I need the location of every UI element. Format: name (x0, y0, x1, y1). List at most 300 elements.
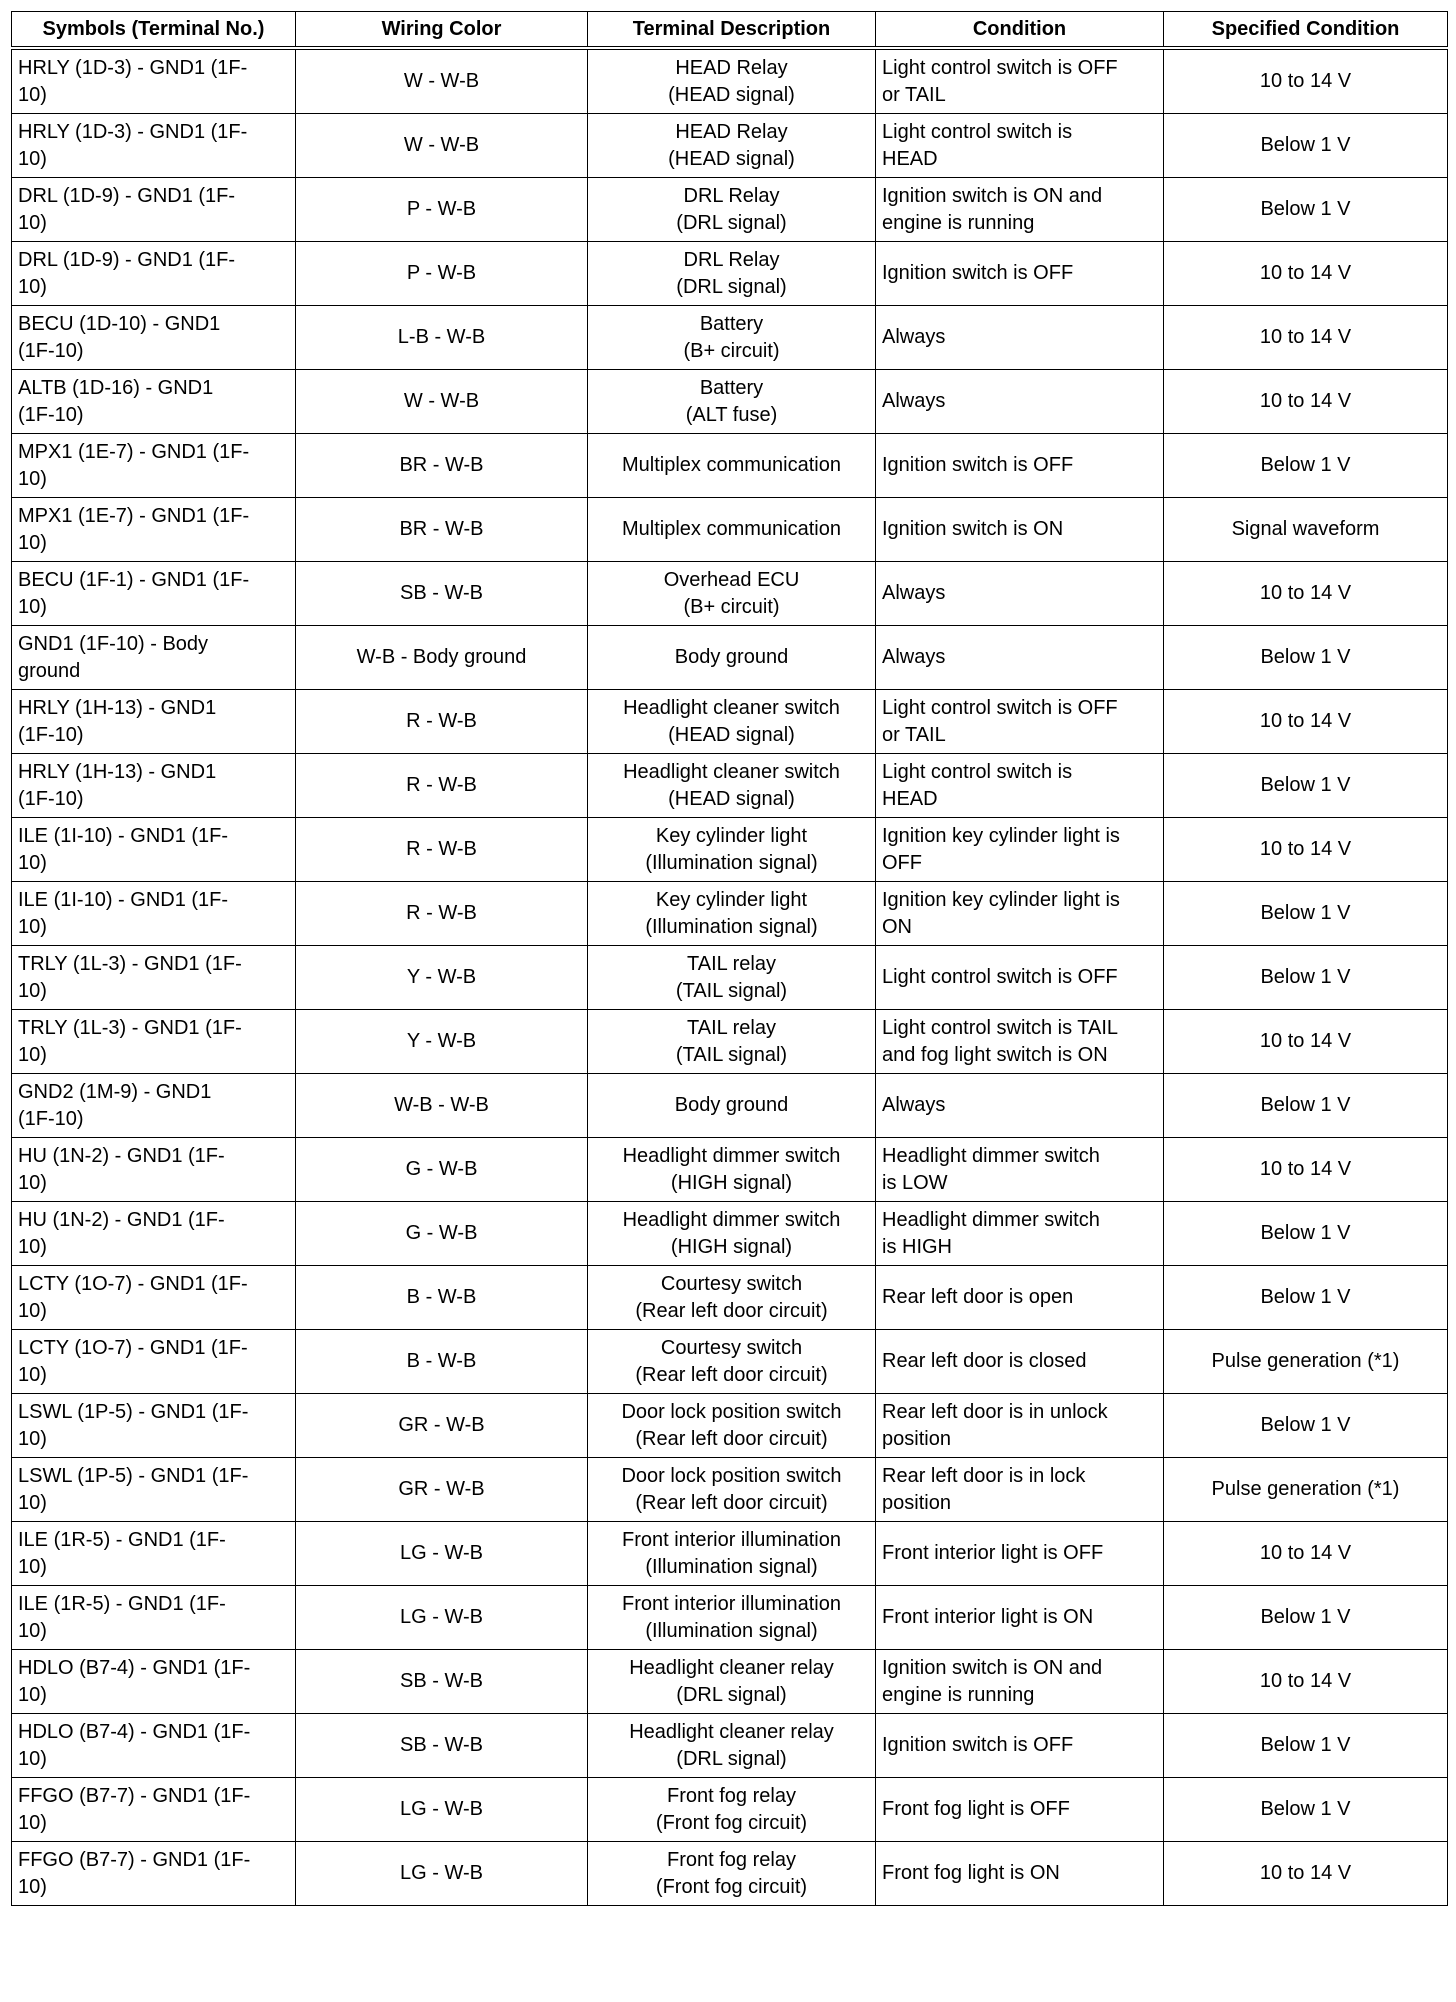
condition-cell-line: engine is running (882, 1683, 1035, 1706)
symbol-cell-line: 10) (18, 851, 47, 874)
condition-cell (876, 242, 1164, 306)
wiring-color-cell: G - W-B (296, 1138, 588, 1202)
symbol-cell-line: 10) (18, 1235, 47, 1258)
symbol-cell (12, 1202, 296, 1266)
wiring-color-cell: GR - W-B (296, 1394, 588, 1458)
wiring-color-cell: W - W-B (296, 370, 588, 434)
symbol-cell (12, 1010, 296, 1074)
condition-cell-line: Ignition switch is OFF (882, 262, 1074, 284)
condition-cell-line: Always (882, 582, 946, 604)
specified-condition-cell: 10 to 14 V (1164, 562, 1448, 626)
terminal-description-cell-line: Multiplex communication (622, 454, 841, 476)
terminal-description-cell (588, 882, 876, 946)
terminal-description-cell (588, 306, 876, 370)
symbol-cell (12, 1266, 296, 1330)
symbol-cell (12, 114, 296, 178)
terminal-description-cell-line: (Front fog circuit) (655, 1875, 808, 1898)
document-page (11, 11, 1447, 1906)
condition-cell-line: position (882, 1491, 951, 1514)
symbol-cell-line: TRLY (1L-3) - GND1 (1F- (18, 1016, 242, 1039)
terminal-description-cell (588, 1714, 876, 1778)
condition-cell-line: Rear left door is in lock (882, 1464, 1086, 1487)
condition-cell (876, 1074, 1164, 1138)
condition-cell-line: Headlight dimmer switch (882, 1144, 1100, 1167)
condition-cell (876, 178, 1164, 242)
symbol-cell-line: HDLO (B7-4) - GND1 (1F- (18, 1656, 251, 1679)
condition-cell-line: Rear left door is closed (882, 1350, 1087, 1372)
symbol-cell (12, 178, 296, 242)
specified-condition-cell: Below 1 V (1164, 626, 1448, 690)
symbol-cell-line: 10) (18, 531, 47, 554)
table-row (12, 114, 1448, 178)
table-row (12, 1714, 1448, 1778)
condition-cell (876, 434, 1164, 498)
condition-cell-line: Ignition switch is OFF (882, 1734, 1074, 1756)
terminal-description-cell (588, 1330, 876, 1394)
wiring-color-cell: Y - W-B (296, 946, 588, 1010)
condition-cell-line: HEAD (882, 787, 938, 810)
symbol-cell (12, 306, 296, 370)
table-row (12, 1522, 1448, 1586)
table-row (12, 1138, 1448, 1202)
terminal-description-cell-line: Front fog relay (667, 1848, 796, 1871)
table-row (12, 562, 1448, 626)
condition-cell-line: Always (882, 1094, 946, 1116)
symbol-cell (12, 370, 296, 434)
specified-condition-cell: Below 1 V (1164, 178, 1448, 242)
symbol-cell-line: 10) (18, 83, 47, 106)
terminal-description-cell (588, 1778, 876, 1842)
symbol-cell (12, 1522, 296, 1586)
condition-cell-line: Always (882, 646, 946, 668)
symbol-cell (12, 434, 296, 498)
symbol-cell-line: LCTY (1O-7) - GND1 (1F- (18, 1336, 248, 1359)
condition-cell-line: position (882, 1427, 951, 1450)
symbol-cell-line: BECU (1F-1) - GND1 (1F- (18, 568, 250, 591)
terminal-description-cell (588, 562, 876, 626)
terminal-description-cell-line: (Illumination signal) (645, 1555, 818, 1578)
table-row (12, 946, 1448, 1010)
symbol-cell (12, 498, 296, 562)
specified-condition-cell: Below 1 V (1164, 434, 1448, 498)
terminal-description-cell-line: (HEAD signal) (668, 723, 795, 746)
terminal-description-cell-line: Headlight cleaner switch (623, 696, 840, 719)
symbol-cell-line: ALTB (1D-16) - GND1 (18, 376, 214, 399)
terminal-description-cell-line: (Rear left door circuit) (635, 1363, 828, 1386)
terminal-description-cell-line: (DRL signal) (676, 211, 787, 234)
symbol-cell-line: 10) (18, 1875, 47, 1898)
condition-cell-line: or TAIL (882, 723, 946, 746)
wiring-color-cell: R - W-B (296, 690, 588, 754)
specified-condition-cell: 10 to 14 V (1164, 48, 1448, 114)
symbol-cell-line: ground (18, 659, 81, 682)
table-row (12, 370, 1448, 434)
symbol-cell (12, 1330, 296, 1394)
wiring-color-cell: LG - W-B (296, 1522, 588, 1586)
terminal-description-cell (588, 434, 876, 498)
symbol-cell (12, 242, 296, 306)
terminal-description-cell (588, 1458, 876, 1522)
condition-cell (876, 114, 1164, 178)
wiring-color-cell: L-B - W-B (296, 306, 588, 370)
condition-cell-line: is HIGH (882, 1235, 952, 1258)
terminal-description-cell-line: Headlight cleaner relay (629, 1720, 834, 1743)
symbol-cell-line: 10) (18, 979, 47, 1002)
condition-cell-line: ON (882, 915, 912, 938)
condition-cell-line: Light control switch is OFF (882, 966, 1118, 988)
symbol-cell (12, 946, 296, 1010)
symbol-cell-line: 10) (18, 1171, 47, 1194)
table-row (12, 1586, 1448, 1650)
symbol-cell-line: HDLO (B7-4) - GND1 (1F- (18, 1720, 251, 1743)
symbol-cell-line: HRLY (1D-3) - GND1 (1F- (18, 56, 248, 79)
symbol-cell-line: (1F-10) (18, 1107, 84, 1130)
specified-condition-cell: 10 to 14 V (1164, 1010, 1448, 1074)
terminal-description-cell-line: Headlight dimmer switch (622, 1208, 841, 1231)
terminal-description-cell (588, 1842, 876, 1906)
symbol-cell-line: ILE (1R-5) - GND1 (1F- (18, 1528, 226, 1551)
condition-cell (876, 562, 1164, 626)
condition-cell (876, 882, 1164, 946)
specified-condition-cell: Below 1 V (1164, 1266, 1448, 1330)
specified-condition-cell: 10 to 14 V (1164, 690, 1448, 754)
symbol-cell-line: (1F-10) (18, 403, 84, 426)
specified-condition-cell: 10 to 14 V (1164, 818, 1448, 882)
condition-cell (876, 1330, 1164, 1394)
symbol-cell (12, 48, 296, 114)
condition-cell (876, 48, 1164, 114)
condition-cell (876, 946, 1164, 1010)
condition-cell-line: Ignition switch is OFF (882, 454, 1074, 476)
terminal-description-cell-line: Body ground (674, 1094, 789, 1116)
terminal-description-cell (588, 1650, 876, 1714)
terminal-description-cell-line: (Front fog circuit) (655, 1811, 808, 1834)
condition-cell-line: OFF (882, 851, 922, 874)
symbol-cell-line: MPX1 (1E-7) - GND1 (1F- (18, 504, 250, 527)
specified-condition-cell: Below 1 V (1164, 1202, 1448, 1266)
header-specified-condition: Specified Condition (1164, 12, 1448, 49)
specified-condition-cell: Below 1 V (1164, 882, 1448, 946)
table-body (12, 48, 1448, 1906)
terminal-description-cell-line: Headlight dimmer switch (622, 1144, 841, 1167)
symbol-cell (12, 1650, 296, 1714)
specified-condition-cell: Below 1 V (1164, 1714, 1448, 1778)
condition-cell (876, 1266, 1164, 1330)
symbol-cell-line: ILE (1I-10) - GND1 (1F- (18, 824, 229, 847)
condition-cell (876, 1714, 1164, 1778)
specified-condition-cell: 10 to 14 V (1164, 1138, 1448, 1202)
symbol-cell-line: LCTY (1O-7) - GND1 (1F- (18, 1272, 248, 1295)
terminal-description-cell (588, 754, 876, 818)
terminal-description-cell (588, 1202, 876, 1266)
symbol-cell-line: 10) (18, 1299, 47, 1322)
condition-cell (876, 690, 1164, 754)
condition-cell (876, 754, 1164, 818)
condition-cell-line: and fog light switch is ON (882, 1043, 1108, 1066)
wiring-color-cell: W - W-B (296, 48, 588, 114)
terminal-description-cell-line: Body ground (674, 646, 789, 668)
wiring-color-cell: SB - W-B (296, 562, 588, 626)
wiring-color-cell: SB - W-B (296, 1650, 588, 1714)
terminal-description-cell-line: Headlight cleaner switch (623, 760, 840, 783)
condition-cell-line: HEAD (882, 147, 938, 170)
condition-cell-line: is LOW (882, 1171, 948, 1194)
wiring-color-cell: BR - W-B (296, 498, 588, 562)
terminal-description-cell-line: TAIL relay (687, 952, 776, 975)
terminal-description-cell-line: Key cylinder light (655, 824, 808, 847)
condition-cell-line: Light control switch is TAIL (882, 1016, 1119, 1039)
condition-cell-line: Always (882, 326, 946, 348)
terminal-description-cell-line: (B+ circuit) (683, 339, 780, 362)
table-row (12, 1394, 1448, 1458)
terminal-description-cell-line: HEAD Relay (675, 120, 788, 143)
table-header (12, 12, 1448, 49)
symbol-cell-line: BECU (1D-10) - GND1 (18, 312, 221, 335)
terminal-description-cell (588, 1266, 876, 1330)
terminal-description-cell-line: (Illumination signal) (645, 1619, 818, 1642)
header-symbols: Symbols (Terminal No.) (12, 12, 296, 49)
symbol-cell-line: TRLY (1L-3) - GND1 (1F- (18, 952, 242, 975)
terminal-description-cell-line: DRL Relay (683, 184, 780, 207)
symbol-cell-line: 10) (18, 915, 47, 938)
specified-condition-cell: 10 to 14 V (1164, 1842, 1448, 1906)
terminal-description-cell-line: (DRL signal) (676, 275, 787, 298)
specified-condition-cell: Pulse generation (*1) (1164, 1330, 1448, 1394)
terminal-description-cell-line: Battery (699, 312, 764, 335)
terminal-description-cell-line: (HEAD signal) (668, 83, 795, 106)
symbol-cell-line: LSWL (1P-5) - GND1 (1F- (18, 1400, 249, 1423)
table-row (12, 434, 1448, 498)
symbol-cell-line: 10) (18, 1683, 47, 1706)
terminal-description-cell (588, 1010, 876, 1074)
condition-cell (876, 818, 1164, 882)
table-row (12, 1266, 1448, 1330)
condition-cell (876, 1522, 1164, 1586)
condition-cell (876, 1138, 1164, 1202)
wiring-color-cell: LG - W-B (296, 1842, 588, 1906)
condition-cell-line: Ignition switch is ON and (882, 184, 1103, 207)
condition-cell-line: Rear left door is open (882, 1286, 1074, 1308)
symbol-cell (12, 882, 296, 946)
wiring-color-cell: GR - W-B (296, 1458, 588, 1522)
terminal-description-cell-line: Overhead ECU (663, 568, 800, 591)
terminal-description-cell-line: (TAIL signal) (675, 1043, 788, 1066)
terminal-description-cell (588, 178, 876, 242)
terminal-description-cell (588, 626, 876, 690)
specified-condition-cell: Below 1 V (1164, 946, 1448, 1010)
symbol-cell-line: 10) (18, 211, 47, 234)
table-row (12, 1778, 1448, 1842)
terminal-description-cell-line: Door lock position switch (621, 1464, 842, 1487)
symbol-cell-line: ILE (1R-5) - GND1 (1F- (18, 1592, 226, 1615)
wiring-color-cell: W-B - W-B (296, 1074, 588, 1138)
symbol-cell-line: HU (1N-2) - GND1 (1F- (18, 1208, 225, 1231)
specified-condition-cell: 10 to 14 V (1164, 1650, 1448, 1714)
terminal-description-cell-line: HEAD Relay (675, 56, 788, 79)
symbol-cell (12, 1778, 296, 1842)
symbol-cell-line: 10) (18, 275, 47, 298)
wiring-color-cell: R - W-B (296, 882, 588, 946)
symbol-cell-line: 10) (18, 595, 47, 618)
condition-cell (876, 1842, 1164, 1906)
condition-cell-line: or TAIL (882, 83, 946, 106)
wiring-color-cell: W - W-B (296, 114, 588, 178)
symbol-cell-line: (1F-10) (18, 339, 84, 362)
symbol-cell (12, 1394, 296, 1458)
symbol-cell-line: LSWL (1P-5) - GND1 (1F- (18, 1464, 249, 1487)
wiring-color-cell: BR - W-B (296, 434, 588, 498)
terminal-description-cell-line: DRL Relay (683, 248, 780, 271)
terminal-description-cell (588, 48, 876, 114)
terminal-description-cell-line: TAIL relay (687, 1016, 776, 1039)
symbol-cell-line: HRLY (1D-3) - GND1 (1F- (18, 120, 248, 143)
condition-cell (876, 1778, 1164, 1842)
table-row (12, 242, 1448, 306)
symbol-cell-line: ILE (1I-10) - GND1 (1F- (18, 888, 229, 911)
symbol-cell (12, 1842, 296, 1906)
terminal-description-cell-line: (B+ circuit) (683, 595, 780, 618)
specified-condition-cell: Below 1 V (1164, 1586, 1448, 1650)
condition-cell-line: Front fog light is OFF (882, 1798, 1070, 1820)
terminal-description-cell (588, 818, 876, 882)
symbol-cell-line: 10) (18, 1363, 47, 1386)
wiring-color-cell: Y - W-B (296, 1010, 588, 1074)
condition-cell-line: Ignition switch is ON and (882, 1656, 1103, 1679)
terminal-description-cell-line: Front interior illumination (622, 1528, 841, 1551)
terminal-spec-table (11, 11, 1448, 1906)
terminal-description-cell (588, 946, 876, 1010)
symbol-cell-line: FFGO (B7-7) - GND1 (1F- (18, 1848, 251, 1871)
symbol-cell (12, 1074, 296, 1138)
table-row (12, 1842, 1448, 1906)
wiring-color-cell: SB - W-B (296, 1714, 588, 1778)
terminal-description-cell (588, 498, 876, 562)
terminal-description-cell (588, 370, 876, 434)
table-row (12, 818, 1448, 882)
terminal-description-cell-line: (Rear left door circuit) (635, 1427, 828, 1450)
terminal-description-cell-line: Multiplex communication (622, 518, 841, 540)
specified-condition-cell: 10 to 14 V (1164, 306, 1448, 370)
terminal-description-cell-line: Courtesy switch (660, 1336, 803, 1359)
condition-cell (876, 626, 1164, 690)
table-row (12, 306, 1448, 370)
symbol-cell (12, 562, 296, 626)
condition-cell (876, 1394, 1164, 1458)
symbol-cell-line: MPX1 (1E-7) - GND1 (1F- (18, 440, 250, 463)
header-terminal-description: Terminal Description (588, 12, 876, 49)
terminal-description-cell (588, 242, 876, 306)
terminal-description-cell (588, 690, 876, 754)
wiring-color-cell: R - W-B (296, 818, 588, 882)
specified-condition-cell: Below 1 V (1164, 114, 1448, 178)
condition-cell-line: Light control switch is (882, 120, 1073, 143)
condition-cell (876, 1202, 1164, 1266)
symbol-cell-line: GND1 (1F-10) - Body (18, 632, 209, 655)
wiring-color-cell: LG - W-B (296, 1778, 588, 1842)
condition-cell-line: Headlight dimmer switch (882, 1208, 1100, 1231)
specified-condition-cell: Below 1 V (1164, 754, 1448, 818)
table-row (12, 754, 1448, 818)
symbol-cell (12, 1586, 296, 1650)
wiring-color-cell: R - W-B (296, 754, 588, 818)
symbol-cell-line: 10) (18, 1619, 47, 1642)
symbol-cell-line: 10) (18, 1747, 47, 1770)
specified-condition-cell: 10 to 14 V (1164, 242, 1448, 306)
wiring-color-cell: LG - W-B (296, 1586, 588, 1650)
wiring-color-cell: P - W-B (296, 178, 588, 242)
terminal-description-cell-line: (HIGH signal) (670, 1171, 793, 1194)
symbol-cell-line: 10) (18, 1811, 47, 1834)
condition-cell-line: Ignition switch is ON (882, 518, 1064, 540)
condition-cell-line: Rear left door is in unlock (882, 1400, 1108, 1423)
terminal-description-cell-line: (TAIL signal) (675, 979, 788, 1002)
symbol-cell-line: 10) (18, 1427, 47, 1450)
specified-condition-cell: Below 1 V (1164, 1394, 1448, 1458)
symbol-cell-line: HU (1N-2) - GND1 (1F- (18, 1144, 225, 1167)
condition-cell-line: Ignition key cylinder light is (882, 824, 1120, 847)
table-row (12, 1458, 1448, 1522)
condition-cell-line: engine is running (882, 211, 1035, 234)
wiring-color-cell: B - W-B (296, 1330, 588, 1394)
condition-cell (876, 1010, 1164, 1074)
symbol-cell (12, 626, 296, 690)
terminal-description-cell-line: Front interior illumination (622, 1592, 841, 1615)
symbol-cell-line: 10) (18, 1555, 47, 1578)
terminal-description-cell-line: (HIGH signal) (670, 1235, 793, 1258)
terminal-description-cell-line: Door lock position switch (621, 1400, 842, 1423)
condition-cell-line: Front interior light is ON (882, 1606, 1094, 1628)
symbol-cell-line: DRL (1D-9) - GND1 (1F- (18, 184, 236, 207)
terminal-description-cell (588, 114, 876, 178)
table-row (12, 1010, 1448, 1074)
symbol-cell (12, 690, 296, 754)
terminal-description-cell-line: (DRL signal) (676, 1683, 787, 1706)
symbol-cell (12, 1714, 296, 1778)
terminal-description-cell-line: (HEAD signal) (668, 147, 795, 170)
symbol-cell-line: (1F-10) (18, 787, 84, 810)
table-row (12, 1074, 1448, 1138)
table-row (12, 48, 1448, 114)
terminal-description-cell-line: (DRL signal) (676, 1747, 787, 1770)
symbol-cell-line: GND2 (1M-9) - GND1 (18, 1080, 212, 1103)
table-row (12, 626, 1448, 690)
terminal-description-cell-line: Front fog relay (667, 1784, 796, 1807)
header-wiring-color: Wiring Color (296, 12, 588, 49)
table-row (12, 882, 1448, 946)
terminal-description-cell-line: (Illumination signal) (645, 851, 818, 874)
condition-cell (876, 1586, 1164, 1650)
symbol-cell-line: 10) (18, 467, 47, 490)
condition-cell (876, 498, 1164, 562)
terminal-description-cell (588, 1074, 876, 1138)
condition-cell-line: Always (882, 390, 946, 412)
terminal-description-cell-line: (Rear left door circuit) (635, 1299, 828, 1322)
symbol-cell-line: (1F-10) (18, 723, 84, 746)
condition-cell (876, 1650, 1164, 1714)
specified-condition-cell: Below 1 V (1164, 1778, 1448, 1842)
specified-condition-cell: 10 to 14 V (1164, 370, 1448, 434)
symbol-cell-line: 10) (18, 147, 47, 170)
wiring-color-cell: P - W-B (296, 242, 588, 306)
condition-cell (876, 370, 1164, 434)
header-condition: Condition (876, 12, 1164, 49)
terminal-description-cell (588, 1522, 876, 1586)
terminal-description-cell-line: Headlight cleaner relay (629, 1656, 834, 1679)
terminal-description-cell-line: (Rear left door circuit) (635, 1491, 828, 1514)
terminal-description-cell-line: Key cylinder light (655, 888, 808, 911)
terminal-description-cell-line: (HEAD signal) (668, 787, 795, 810)
symbol-cell (12, 1138, 296, 1202)
